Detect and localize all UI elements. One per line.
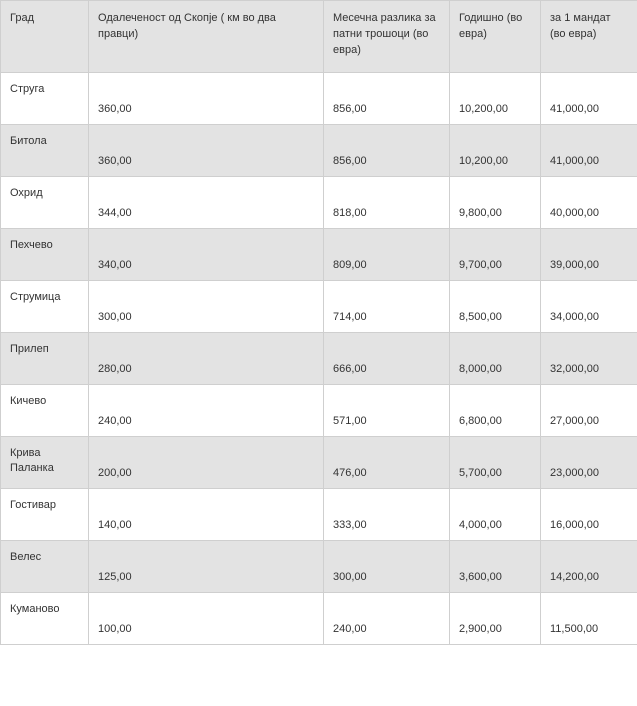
table-header [1, 1, 637, 73]
cell-distance: 344,00 [89, 177, 324, 229]
column-header-mandate: за 1 мандат (во евра) [541, 1, 637, 73]
cell-city: Пехчево [1, 229, 89, 281]
table-row [1, 593, 637, 645]
column-header-yearly: Годишно (во евра) [450, 1, 541, 73]
cell-distance: 360,00 [89, 73, 324, 125]
cell-yearly: 9,700,00 [450, 229, 541, 281]
cell-monthly: 714,00 [324, 281, 450, 333]
table-row [1, 281, 637, 333]
table-body [1, 73, 637, 645]
cell-yearly: 8,500,00 [450, 281, 541, 333]
cell-mandate: 41,000,00 [541, 73, 637, 125]
cell-yearly: 10,200,00 [450, 73, 541, 125]
cell-city: Крива Паланка [1, 437, 89, 489]
cell-distance: 240,00 [89, 385, 324, 437]
table-row [1, 437, 637, 489]
cell-mandate: 14,200,00 [541, 541, 637, 593]
cell-mandate: 16,000,00 [541, 489, 637, 541]
cell-city: Прилеп [1, 333, 89, 385]
cell-distance: 125,00 [89, 541, 324, 593]
column-header-monthly: Месечна разлика за патни трошоци (во евра) [324, 1, 450, 73]
cell-yearly: 8,000,00 [450, 333, 541, 385]
cell-distance: 100,00 [89, 593, 324, 645]
cell-city: Охрид [1, 177, 89, 229]
cell-mandate: 27,000,00 [541, 385, 637, 437]
cell-city: Кичево [1, 385, 89, 437]
table-row [1, 177, 637, 229]
cell-monthly: 856,00 [324, 125, 450, 177]
cell-distance: 340,00 [89, 229, 324, 281]
cell-city: Гостивар [1, 489, 89, 541]
cell-yearly: 2,900,00 [450, 593, 541, 645]
table-row [1, 541, 637, 593]
cell-monthly: 818,00 [324, 177, 450, 229]
cell-city: Битола [1, 125, 89, 177]
cell-monthly: 666,00 [324, 333, 450, 385]
cell-city: Струга [1, 73, 89, 125]
table-header-row [1, 1, 637, 73]
cell-yearly: 9,800,00 [450, 177, 541, 229]
cell-yearly: 3,600,00 [450, 541, 541, 593]
table-row [1, 385, 637, 437]
cell-yearly: 4,000,00 [450, 489, 541, 541]
cell-yearly: 10,200,00 [450, 125, 541, 177]
table-row [1, 489, 637, 541]
cell-mandate: 34,000,00 [541, 281, 637, 333]
cell-mandate: 23,000,00 [541, 437, 637, 489]
cell-distance: 280,00 [89, 333, 324, 385]
column-header-distance: Одалеченост од Скопје ( км во два правци) [89, 1, 324, 73]
cell-city: Струмица [1, 281, 89, 333]
cell-distance: 140,00 [89, 489, 324, 541]
cell-mandate: 39,000,00 [541, 229, 637, 281]
cell-distance: 300,00 [89, 281, 324, 333]
cell-distance: 360,00 [89, 125, 324, 177]
cell-city: Велес [1, 541, 89, 593]
cell-mandate: 32,000,00 [541, 333, 637, 385]
cell-monthly: 809,00 [324, 229, 450, 281]
cell-monthly: 856,00 [324, 73, 450, 125]
table-row [1, 333, 637, 385]
cell-monthly: 571,00 [324, 385, 450, 437]
cell-monthly: 300,00 [324, 541, 450, 593]
cell-monthly: 333,00 [324, 489, 450, 541]
cell-monthly: 240,00 [324, 593, 450, 645]
table-row [1, 73, 637, 125]
column-header-city: Град [1, 1, 89, 73]
cell-mandate: 11,500,00 [541, 593, 637, 645]
table-row [1, 229, 637, 281]
cell-city: Куманово [1, 593, 89, 645]
cell-monthly: 476,00 [324, 437, 450, 489]
table-row [1, 125, 637, 177]
cell-mandate: 41,000,00 [541, 125, 637, 177]
cell-mandate: 40,000,00 [541, 177, 637, 229]
cell-distance: 200,00 [89, 437, 324, 489]
cell-yearly: 5,700,00 [450, 437, 541, 489]
cell-yearly: 6,800,00 [450, 385, 541, 437]
